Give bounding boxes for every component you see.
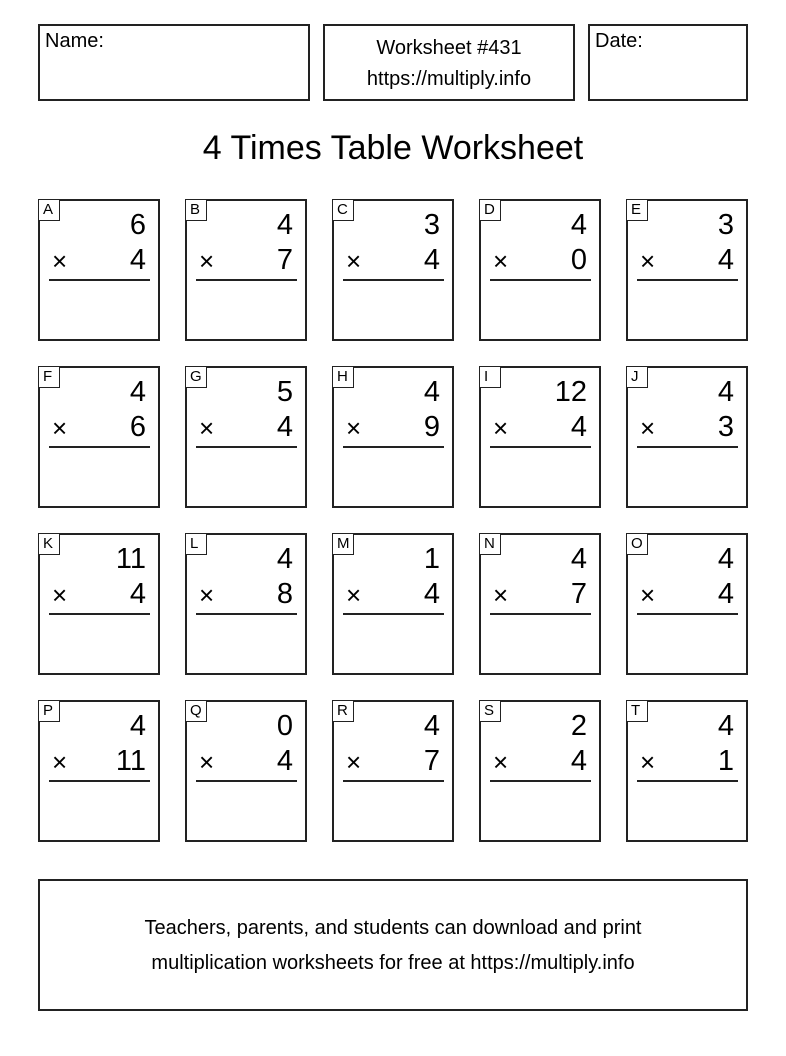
problem-letter: L — [185, 533, 207, 555]
answer-line — [196, 613, 297, 615]
problem-letter: F — [38, 366, 60, 388]
problem-top-number: 11 — [115, 543, 146, 575]
date-label: Date: — [595, 30, 643, 52]
multiply-sign: × — [346, 246, 362, 276]
problem-letter: P — [38, 700, 60, 722]
multiply-sign: × — [199, 580, 215, 610]
answer-line — [637, 613, 738, 615]
problem-letter: I — [479, 366, 501, 388]
multiply-sign: × — [346, 747, 362, 777]
problem-card — [185, 700, 307, 842]
problem-bottom-number: 7 — [276, 244, 293, 276]
answer-line — [490, 613, 591, 615]
problem-letter: A — [38, 199, 60, 221]
problem-top-number: 4 — [570, 543, 587, 575]
worksheet-number: Worksheet #431 — [376, 37, 522, 59]
problem-card — [38, 700, 160, 842]
problem-top-number: 4 — [717, 376, 734, 408]
problem-bottom-number: 4 — [570, 411, 587, 443]
problem-top-number: 4 — [423, 376, 440, 408]
problem-top-number: 4 — [717, 543, 734, 575]
problem-bottom-number: 11 — [115, 745, 146, 777]
answer-line — [196, 279, 297, 281]
problem-card — [479, 533, 601, 675]
problem-card — [185, 199, 307, 341]
problem-bottom-number: 4 — [276, 411, 293, 443]
multiply-sign: × — [52, 413, 68, 443]
problem-letter: H — [332, 366, 354, 388]
problem-top-number: 4 — [276, 209, 293, 241]
problem-bottom-number: 7 — [570, 578, 587, 610]
problem-letter: R — [332, 700, 354, 722]
problem-letter: S — [479, 700, 501, 722]
multiply-sign: × — [346, 413, 362, 443]
answer-line — [49, 279, 150, 281]
multiply-sign: × — [640, 246, 656, 276]
problem-card — [479, 199, 601, 341]
footer-text-line-1: Teachers, parents, and students can download and print — [144, 917, 642, 939]
problem-letter: E — [626, 199, 648, 221]
problem-bottom-number: 4 — [129, 578, 146, 610]
problem-letter: C — [332, 199, 354, 221]
problem-bottom-number: 3 — [717, 411, 734, 443]
problem-card — [626, 533, 748, 675]
problem-card — [626, 366, 748, 508]
problem-card — [626, 199, 748, 341]
name-field[interactable] — [38, 24, 310, 101]
multiply-sign: × — [493, 246, 509, 276]
problem-top-number: 4 — [129, 710, 146, 742]
problem-letter: M — [332, 533, 354, 555]
problem-top-number: 6 — [129, 209, 146, 241]
worksheet-url: https://multiply.info — [366, 68, 532, 90]
problem-card — [332, 533, 454, 675]
problem-bottom-number: 0 — [570, 244, 587, 276]
problem-card — [332, 700, 454, 842]
problem-bottom-number: 1 — [717, 745, 734, 777]
problem-bottom-number: 6 — [129, 411, 146, 443]
problem-card — [185, 366, 307, 508]
answer-line — [343, 279, 444, 281]
problem-letter: K — [38, 533, 60, 555]
answer-line — [196, 446, 297, 448]
answer-line — [490, 446, 591, 448]
worksheet-info-box — [323, 24, 575, 101]
multiply-sign: × — [199, 413, 215, 443]
multiply-sign: × — [52, 580, 68, 610]
multiply-sign: × — [493, 747, 509, 777]
problem-bottom-number: 4 — [717, 244, 734, 276]
problem-card — [38, 199, 160, 341]
answer-line — [343, 780, 444, 782]
footer-text-line-2: multiplication worksheets for free at https://multiply.info — [151, 952, 635, 974]
multiply-sign: × — [640, 747, 656, 777]
multiply-sign: × — [199, 747, 215, 777]
problem-top-number: 4 — [129, 376, 146, 408]
answer-line — [343, 613, 444, 615]
problem-top-number: 2 — [570, 710, 587, 742]
answer-line — [637, 279, 738, 281]
problem-top-number: 12 — [554, 376, 587, 408]
multiply-sign: × — [493, 580, 509, 610]
problem-card — [626, 700, 748, 842]
problem-top-number: 0 — [276, 710, 293, 742]
problem-letter: G — [185, 366, 207, 388]
problem-letter: N — [479, 533, 501, 555]
answer-line — [490, 780, 591, 782]
problem-top-number: 1 — [423, 543, 440, 575]
answer-line — [490, 279, 591, 281]
problem-card — [479, 700, 601, 842]
multiply-sign: × — [346, 580, 362, 610]
problem-card — [479, 366, 601, 508]
answer-line — [49, 780, 150, 782]
answer-line — [343, 446, 444, 448]
problem-top-number: 4 — [276, 543, 293, 575]
name-label: Name: — [45, 30, 104, 52]
problem-bottom-number: 4 — [423, 578, 440, 610]
problem-bottom-number: 4 — [129, 244, 146, 276]
answer-line — [637, 780, 738, 782]
answer-line — [49, 613, 150, 615]
problem-card — [185, 533, 307, 675]
problem-top-number: 4 — [717, 710, 734, 742]
problem-bottom-number: 9 — [423, 411, 440, 443]
multiply-sign: × — [52, 747, 68, 777]
problem-letter: Q — [185, 700, 207, 722]
answer-line — [196, 780, 297, 782]
multiply-sign: × — [640, 580, 656, 610]
problem-letter: J — [626, 366, 648, 388]
multiply-sign: × — [493, 413, 509, 443]
problem-bottom-number: 8 — [276, 578, 293, 610]
problem-top-number: 5 — [276, 376, 293, 408]
problem-top-number: 4 — [570, 209, 587, 241]
page-title: 4 Times Table Worksheet — [202, 129, 584, 167]
problem-card — [332, 366, 454, 508]
answer-line — [637, 446, 738, 448]
problem-bottom-number: 4 — [717, 578, 734, 610]
problem-bottom-number: 4 — [570, 745, 587, 777]
problem-bottom-number: 7 — [423, 745, 440, 777]
footer-box — [38, 879, 748, 1011]
problem-bottom-number: 4 — [423, 244, 440, 276]
answer-line — [49, 446, 150, 448]
problem-card — [38, 366, 160, 508]
problem-card — [332, 199, 454, 341]
problem-top-number: 3 — [717, 209, 734, 241]
problem-letter: O — [626, 533, 648, 555]
multiply-sign: × — [52, 246, 68, 276]
problem-card — [38, 533, 160, 675]
problem-letter: T — [626, 700, 648, 722]
problem-bottom-number: 4 — [276, 745, 293, 777]
multiply-sign: × — [640, 413, 656, 443]
problem-letter: B — [185, 199, 207, 221]
date-field[interactable] — [588, 24, 748, 101]
problem-letter: D — [479, 199, 501, 221]
problem-top-number: 3 — [423, 209, 440, 241]
problem-top-number: 4 — [423, 710, 440, 742]
multiply-sign: × — [199, 246, 215, 276]
